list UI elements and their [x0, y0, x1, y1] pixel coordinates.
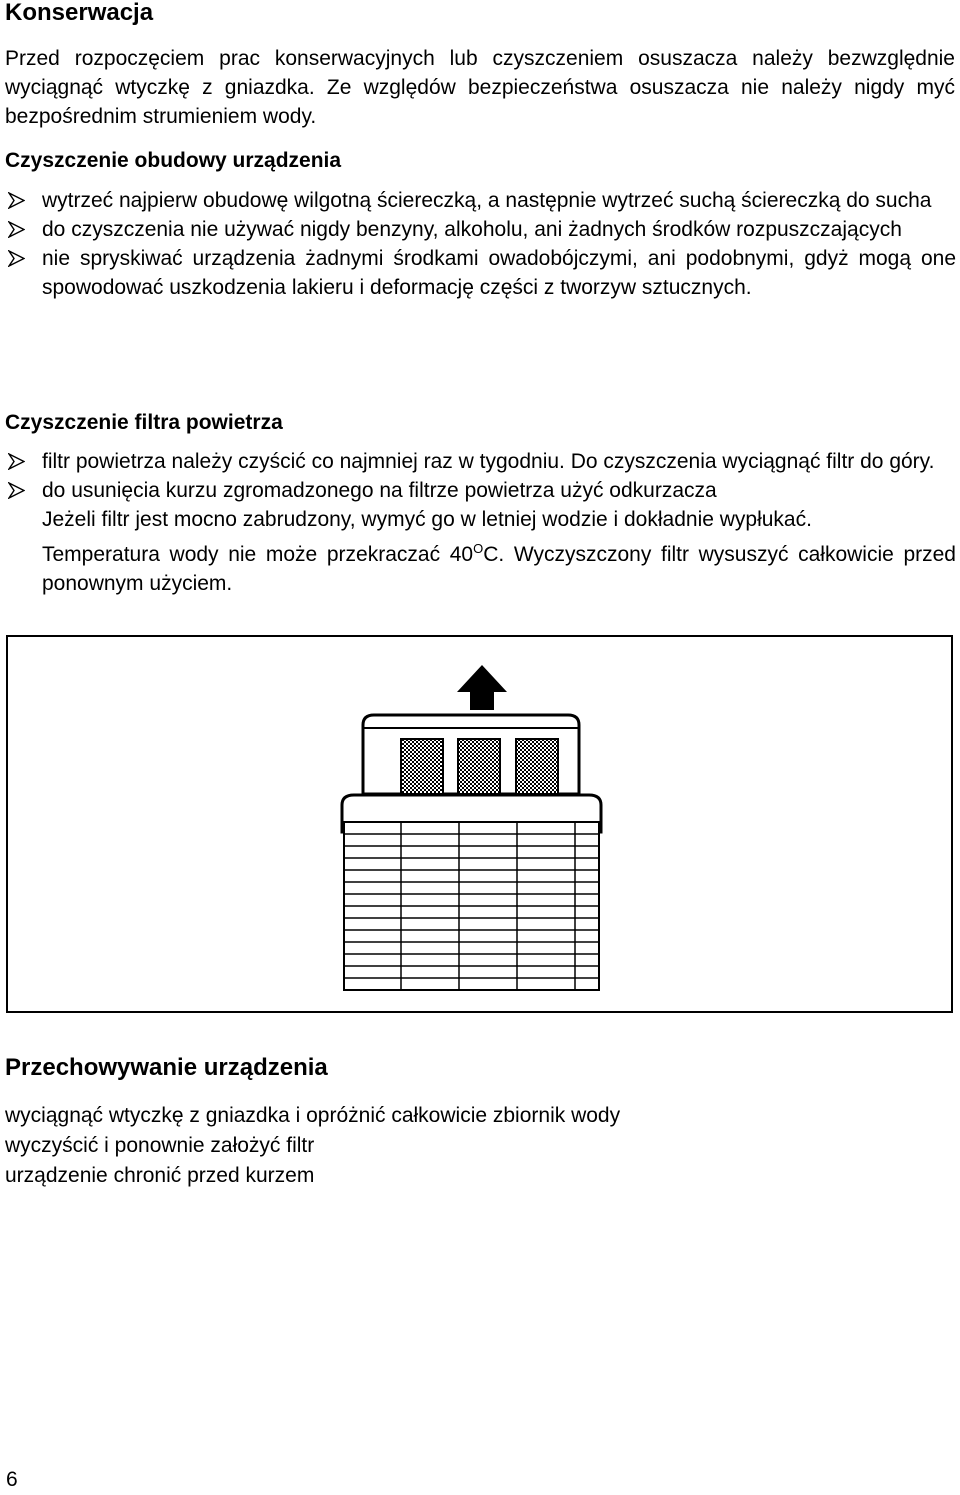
list-item-text: wytrzeć najpierw obudowę wilgotną ściereczką, a następnie wytrzeć suchą ściereczką do sucha	[42, 189, 932, 212]
page-title: Konserwacja	[5, 0, 154, 26]
list-item	[0, 215, 956, 244]
temperature-unit: C.	[483, 543, 505, 566]
list-item-text: do czyszczenia nie używać nigdy benzyny, alkoholu, ani żadnych środków rozpuszczających	[42, 218, 902, 241]
list-item-line	[42, 534, 956, 598]
intro-paragraph: Przed rozpoczęciem prac konserwacyjnych lub czyszczeniem osuszacza należy bezwzględnie wyciągnąć wtyczkę z gniazdka. Ze względów bezpieczeństwa osuszacza nie należy nigdy myć bezpośrednim strumieniem wody.	[5, 47, 955, 128]
filter-cartridges	[401, 739, 558, 794]
arrowhead-bullet-icon	[8, 250, 25, 267]
list-item-text: nie spryskiwać urządzenia żadnymi środkami owadobójczymi, ani podobnymi, gdyż mogą one spowodować uszkodzenia lakieru i deformację części z tworzyw sztucznych.	[42, 247, 956, 299]
list-item	[0, 186, 956, 215]
arrowhead-bullet-icon	[8, 482, 25, 499]
storage-line: urządzenie chronić przed kurzem	[5, 1164, 315, 1187]
page-number: 6	[6, 1468, 18, 1491]
list-item	[0, 244, 956, 302]
temperature-text: Temperatura wody nie może przekraczać 40	[42, 543, 474, 566]
section-heading-housing: Czyszczenie obudowy urządzenia	[5, 149, 342, 172]
storage-line: wyciągnąć wtyczkę z gniazdka i opróżnić całkowicie zbiornik wody	[5, 1104, 621, 1127]
filter-illustration	[8, 637, 951, 1011]
arrowhead-bullet-icon	[8, 221, 25, 238]
up-arrow-icon	[457, 665, 507, 710]
storage-instructions	[5, 1101, 620, 1191]
list-item	[0, 447, 956, 476]
list-item-line: do usunięcia kurzu zgromadzonego na filtrze powietrza użyć odkurzacza	[42, 479, 717, 502]
arrowhead-bullet-icon	[8, 192, 25, 209]
storage-line: wyczyścić i ponownie założyć filtr	[5, 1134, 315, 1157]
list-item-text: filtr powietrza należy czyścić co najmniej raz w tygodniu. Do czyszczenia wyciągnąć filtr do góry.	[42, 450, 935, 473]
filter-figure	[6, 635, 953, 1013]
arrowhead-bullet-icon	[8, 453, 25, 470]
list-item-line: Jeżeli filtr jest mocno zabrudzony, wymyć go w letniej wodzie i dokładnie wypłukać.	[42, 508, 812, 531]
section-heading-filter: Czyszczenie filtra powietrza	[5, 411, 283, 434]
degree-superscript: O	[473, 541, 484, 556]
drying-text: Wyczyszczony filtr wysuszyć całkowicie przed ponownym użyciem.	[42, 543, 956, 595]
section-heading-storage: Przechowywanie urządzenia	[5, 1054, 328, 1081]
list-item	[0, 476, 956, 598]
filter-list	[0, 447, 960, 598]
housing-list	[0, 186, 960, 302]
filter-grid	[344, 822, 599, 990]
